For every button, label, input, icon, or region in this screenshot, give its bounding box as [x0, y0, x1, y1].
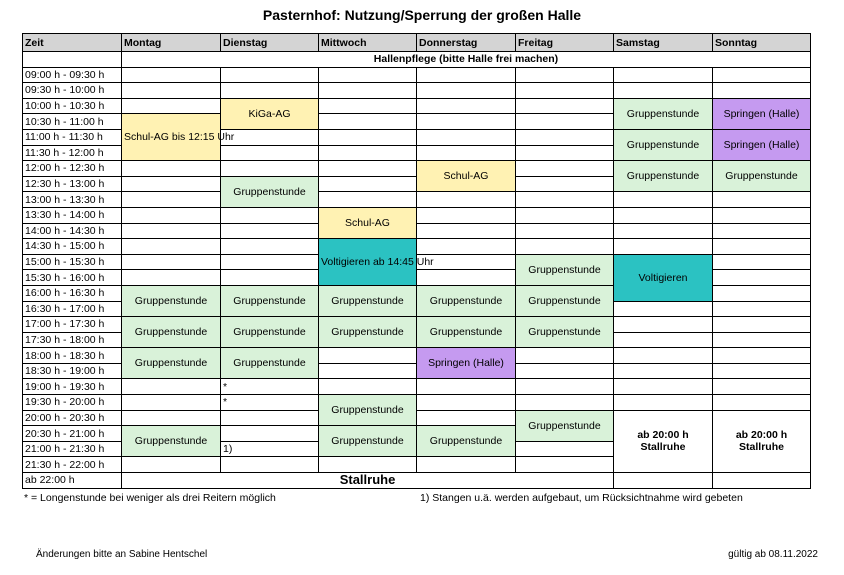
empty-cell: [516, 129, 614, 145]
empty-cell: [516, 363, 614, 379]
empty-cell: [122, 98, 221, 114]
time-cell: 12:30 h - 13:00 h: [23, 176, 122, 192]
empty-cell: [614, 192, 713, 208]
time-cell: 20:00 h - 20:30 h: [23, 410, 122, 426]
empty-cell: [122, 457, 221, 473]
empty-cell: [614, 379, 713, 395]
sonntag-stallruhe: ab 20:00 h Stallruhe: [713, 410, 811, 472]
table-row: [23, 473, 811, 489]
table-row: [23, 161, 811, 177]
event-gruppenstunde: Gruppenstunde: [614, 129, 713, 160]
valid-date: gültig ab 08.11.2022: [728, 549, 818, 560]
empty-cell: [713, 285, 811, 301]
event-schul-ag-donnerstag: Schul-AG: [417, 161, 516, 192]
event-gruppenstunde: Gruppenstunde: [319, 285, 417, 316]
empty-cell: [221, 426, 319, 442]
event-gruppenstunde: Gruppenstunde: [221, 285, 319, 316]
table-row: [23, 98, 811, 114]
empty-cell: [614, 239, 713, 255]
pflege-row: [23, 52, 811, 68]
empty-cell: [713, 317, 811, 333]
empty-cell: [319, 161, 417, 177]
table-row: [23, 395, 811, 411]
time-cell: 11:30 h - 12:00 h: [23, 145, 122, 161]
empty-cell: [417, 98, 516, 114]
empty-cell: [122, 379, 221, 395]
time-cell: 12:00 h - 12:30 h: [23, 161, 122, 177]
empty-cell: [713, 192, 811, 208]
empty-cell: [516, 161, 614, 177]
empty-cell: [122, 410, 221, 426]
event-gruppenstunde: Gruppenstunde: [122, 426, 221, 457]
time-cell: 18:30 h - 19:00 h: [23, 363, 122, 379]
header-mittwoch: Mittwoch: [319, 34, 417, 52]
empty-cell: [713, 207, 811, 223]
time-cell: 11:00 h - 11:30 h: [23, 129, 122, 145]
event-gruppenstunde: Gruppenstunde: [221, 317, 319, 348]
event-gruppenstunde: Gruppenstunde: [221, 348, 319, 379]
empty-cell: [221, 129, 319, 145]
empty-cell: [614, 348, 713, 364]
empty-cell: [516, 441, 614, 457]
table-row: [23, 317, 811, 333]
empty-cell: [417, 67, 516, 83]
table-row: [23, 223, 811, 239]
empty-cell: [319, 145, 417, 161]
empty-cell: [221, 410, 319, 426]
time-cell: 13:30 h - 14:00 h: [23, 207, 122, 223]
empty-cell: [614, 332, 713, 348]
event-springen: Springen (Halle): [713, 129, 811, 160]
event-gruppenstunde: Gruppenstunde: [614, 98, 713, 129]
empty-cell: [319, 192, 417, 208]
empty-cell: [713, 301, 811, 317]
event-springen: Springen (Halle): [713, 98, 811, 129]
empty-cell: [122, 192, 221, 208]
header-donnerstag: Donnerstag: [417, 34, 516, 52]
empty-cell: [614, 301, 713, 317]
empty-cell: [221, 254, 319, 270]
empty-cell: [221, 83, 319, 99]
empty-cell: [319, 379, 417, 395]
event-voltigieren-mittwoch: Voltigieren ab 14:45 Uhr: [319, 239, 417, 286]
event-gruppenstunde: Gruppenstunde: [516, 317, 614, 348]
time-cell: ab 22:00 h: [23, 473, 122, 489]
empty-cell: [713, 254, 811, 270]
empty-cell: [614, 67, 713, 83]
empty-cell: [614, 473, 713, 489]
page-title: Pasternhof: Nutzung/Sperrung der großen Halle: [262, 7, 582, 23]
header-row: [23, 34, 811, 52]
empty-cell: [221, 207, 319, 223]
time-cell: 18:00 h - 18:30 h: [23, 348, 122, 364]
event-gruppenstunde: Gruppenstunde: [417, 426, 516, 457]
empty-cell: [614, 207, 713, 223]
time-cell: 19:30 h - 20:00 h: [23, 395, 122, 411]
empty-cell: [417, 270, 516, 286]
footnote-star: * = Longenstunde bei weniger als drei Reitern möglich: [24, 492, 276, 504]
table-row: [23, 192, 811, 208]
empty-cell: [122, 176, 221, 192]
event-gruppenstunde: Gruppenstunde: [319, 426, 417, 457]
time-cell: 15:00 h - 15:30 h: [23, 254, 122, 270]
header-zeit: Zeit: [23, 34, 122, 52]
empty-cell: [516, 145, 614, 161]
header-freitag: Freitag: [516, 34, 614, 52]
empty-cell: [417, 129, 516, 145]
empty-cell: [713, 379, 811, 395]
header-sonntag: Sonntag: [713, 34, 811, 52]
empty-cell: [417, 145, 516, 161]
event-gruppenstunde: Gruppenstunde: [516, 410, 614, 441]
empty-cell: [417, 239, 516, 255]
empty-cell: [319, 83, 417, 99]
empty-cell: [417, 410, 516, 426]
time-cell: 09:30 h - 10:00 h: [23, 83, 122, 99]
empty-cell: [614, 395, 713, 411]
stallruhe-note: Stallruhe: [122, 473, 614, 489]
empty-cell: [417, 457, 516, 473]
event-gruppenstunde: Gruppenstunde: [516, 285, 614, 316]
header-montag: Montag: [122, 34, 221, 52]
empty-cell: [417, 223, 516, 239]
header-samstag: Samstag: [614, 34, 713, 52]
empty-cell: [516, 223, 614, 239]
empty-cell: [614, 223, 713, 239]
empty-cell: [713, 239, 811, 255]
empty-cell: [122, 270, 221, 286]
note-marker: 1): [221, 441, 319, 457]
empty-cell: [516, 207, 614, 223]
empty-cell: [122, 223, 221, 239]
empty-cell: [122, 395, 221, 411]
empty-cell: [713, 395, 811, 411]
time-cell: 21:00 h - 21:30 h: [23, 441, 122, 457]
time-cell: 10:00 h - 10:30 h: [23, 98, 122, 114]
time-cell: 21:30 h - 22:00 h: [23, 457, 122, 473]
empty-cell: [614, 83, 713, 99]
event-voltigieren-samstag: Voltigieren: [614, 254, 713, 301]
empty-cell: [221, 239, 319, 255]
empty-cell: [417, 395, 516, 411]
empty-cell: [417, 83, 516, 99]
table-row: [23, 348, 811, 364]
empty-cell: [516, 176, 614, 192]
time-cell: 15:30 h - 16:00 h: [23, 270, 122, 286]
schedule-table: [22, 33, 811, 489]
event-springen-donnerstag: Springen (Halle): [417, 348, 516, 379]
event-schul-ag-mittwoch: Schul-AG: [319, 207, 417, 238]
time-cell: 09:00 h - 09:30 h: [23, 67, 122, 83]
empty-cell: [516, 379, 614, 395]
event-gruppenstunde: Gruppenstunde: [221, 176, 319, 207]
empty-cell: [319, 176, 417, 192]
empty-cell: [122, 207, 221, 223]
time-cell: 19:00 h - 19:30 h: [23, 379, 122, 395]
empty-cell: [516, 192, 614, 208]
empty-cell: [516, 239, 614, 255]
empty-cell: [319, 129, 417, 145]
event-gruppenstunde: Gruppenstunde: [614, 161, 713, 192]
empty-cell: [516, 98, 614, 114]
empty-cell: [713, 83, 811, 99]
empty-cell: [319, 363, 417, 379]
empty-cell: [221, 67, 319, 83]
empty-cell: [319, 114, 417, 130]
event-gruppenstunde: Gruppenstunde: [122, 285, 221, 316]
empty-cell: [221, 145, 319, 161]
empty-cell: [713, 348, 811, 364]
table-row: [23, 410, 811, 426]
empty-cell: [614, 317, 713, 333]
event-gruppenstunde: Gruppenstunde: [516, 254, 614, 285]
empty-cell: [713, 270, 811, 286]
event-kiga-ag: KiGa-AG: [221, 98, 319, 129]
empty-cell: [221, 223, 319, 239]
empty-cell: [417, 114, 516, 130]
table-row: [23, 83, 811, 99]
empty-cell: [122, 83, 221, 99]
time-cell: 16:30 h - 17:00 h: [23, 301, 122, 317]
empty-cell: [417, 192, 516, 208]
samstag-stallruhe: ab 20:00 h Stallruhe: [614, 410, 713, 472]
empty-cell: [221, 457, 319, 473]
empty-cell: [516, 83, 614, 99]
empty-cell: [516, 457, 614, 473]
event-gruppenstunde: Gruppenstunde: [417, 317, 516, 348]
contact-note: Änderungen bitte an Sabine Hentschel: [36, 549, 208, 560]
event-gruppenstunde: Gruppenstunde: [122, 348, 221, 379]
empty-cell: [713, 332, 811, 348]
event-schul-ag-montag: Schul-AG bis 12:15 Uhr: [122, 114, 221, 161]
empty-cell: [221, 161, 319, 177]
header-dienstag: Dienstag: [221, 34, 319, 52]
empty-cell: [319, 98, 417, 114]
empty-cell: [122, 239, 221, 255]
empty-cell: [713, 67, 811, 83]
empty-cell: [221, 270, 319, 286]
event-gruppenstunde: Gruppenstunde: [713, 161, 811, 192]
table-row: [23, 379, 811, 395]
event-gruppenstunde: Gruppenstunde: [319, 317, 417, 348]
event-gruppenstunde: Gruppenstunde: [417, 285, 516, 316]
empty-cell: [319, 457, 417, 473]
event-gruppenstunde: Gruppenstunde: [319, 395, 417, 426]
footnote-1: 1) Stangen u.ä. werden aufgebaut, um Rücksichtnahme wird gebeten: [420, 492, 743, 504]
empty-cell: [417, 207, 516, 223]
time-cell: 14:30 h - 15:00 h: [23, 239, 122, 255]
time-cell: 10:30 h - 11:00 h: [23, 114, 122, 130]
hallenpflege-note: Hallenpflege (bitte Halle frei machen): [122, 52, 811, 68]
empty-cell: [417, 379, 516, 395]
empty-cell: [516, 67, 614, 83]
empty-cell: [516, 348, 614, 364]
empty-cell: [516, 114, 614, 130]
time-cell: 14:00 h - 14:30 h: [23, 223, 122, 239]
time-cell: 17:30 h - 18:00 h: [23, 332, 122, 348]
table-row: [23, 207, 811, 223]
table-row: [23, 239, 811, 255]
time-cell: 16:00 h - 16:30 h: [23, 285, 122, 301]
empty-cell: [122, 161, 221, 177]
empty-cell: [122, 254, 221, 270]
time-cell: 13:00 h - 13:30 h: [23, 192, 122, 208]
empty-cell: [516, 395, 614, 411]
empty-cell: [713, 363, 811, 379]
time-cell: 17:00 h - 17:30 h: [23, 317, 122, 333]
empty-cell: [122, 67, 221, 83]
event-gruppenstunde: Gruppenstunde: [122, 317, 221, 348]
table-row: [23, 67, 811, 83]
empty-cell: [319, 67, 417, 83]
star-marker: *: [221, 395, 319, 411]
empty-cell: [713, 223, 811, 239]
star-marker: *: [221, 379, 319, 395]
time-cell: 20:30 h - 21:00 h: [23, 426, 122, 442]
empty-cell: [319, 348, 417, 364]
empty-cell: [23, 52, 122, 68]
empty-cell: [614, 363, 713, 379]
empty-cell: [713, 473, 811, 489]
